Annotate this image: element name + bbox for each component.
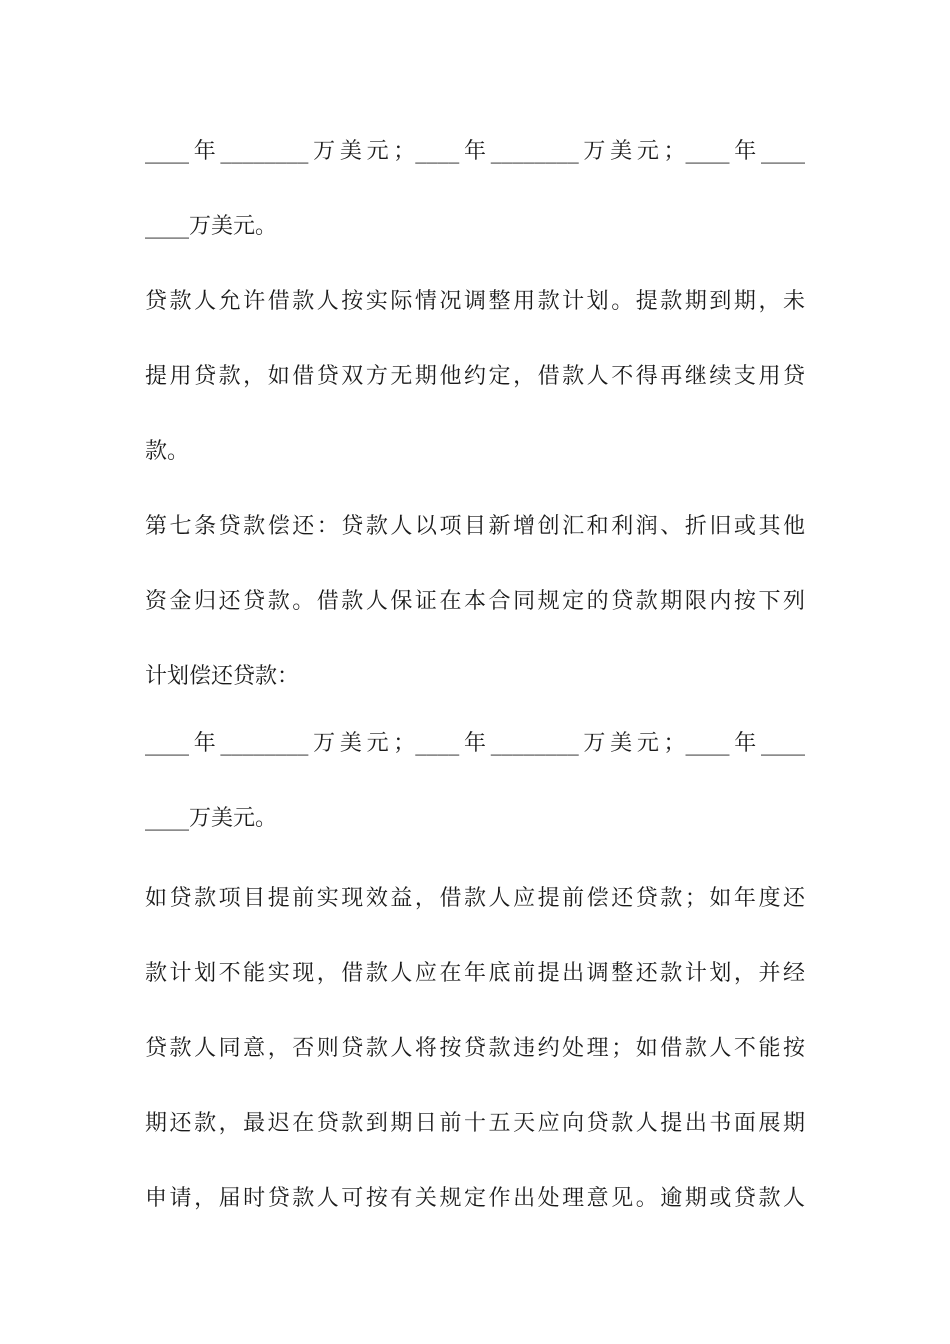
article-seven-line: 第七条贷款偿还：贷款人以项目新增创汇和利润、折旧或其他 xyxy=(145,514,805,539)
paragraph-line: 贷款人允许借款人按实际情况调整用款计划。提款期到期，未 xyxy=(145,289,805,314)
paragraph-line: 如贷款项目提前实现效益，借款人应提前偿还贷款；如年度还 xyxy=(145,886,805,911)
repayment-blank-line-1-end: ____万美元。 xyxy=(145,214,278,239)
article-seven-line: 计划偿还贷款： xyxy=(145,664,300,689)
paragraph-line: 款。 xyxy=(145,439,190,464)
paragraph-line: 贷款人同意，否则贷款人将按贷款违约处理；如借款人不能按 xyxy=(145,1036,805,1061)
repayment-blank-line-1: ____年________万美元；____年________万美元；____年____ xyxy=(145,139,805,164)
repayment-blank-line-2-end: ____万美元。 xyxy=(145,806,278,831)
paragraph-line: 申请，届时贷款人可按有关规定作出处理意见。逾期或贷款人 xyxy=(145,1186,805,1211)
paragraph-line: 款计划不能实现，借款人应在年底前提出调整还款计划，并经 xyxy=(145,961,805,986)
article-seven-line: 资金归还贷款。借款人保证在本合同规定的贷款期限内按下列 xyxy=(145,589,805,614)
paragraph-line: 提用贷款，如借贷双方无期他约定，借款人不得再继续支用贷 xyxy=(145,364,805,389)
repayment-blank-line-2: ____年________万美元；____年________万美元；____年____ xyxy=(145,731,805,756)
paragraph-line: 期还款，最迟在贷款到期日前十五天应向贷款人提出书面展期 xyxy=(145,1111,805,1136)
